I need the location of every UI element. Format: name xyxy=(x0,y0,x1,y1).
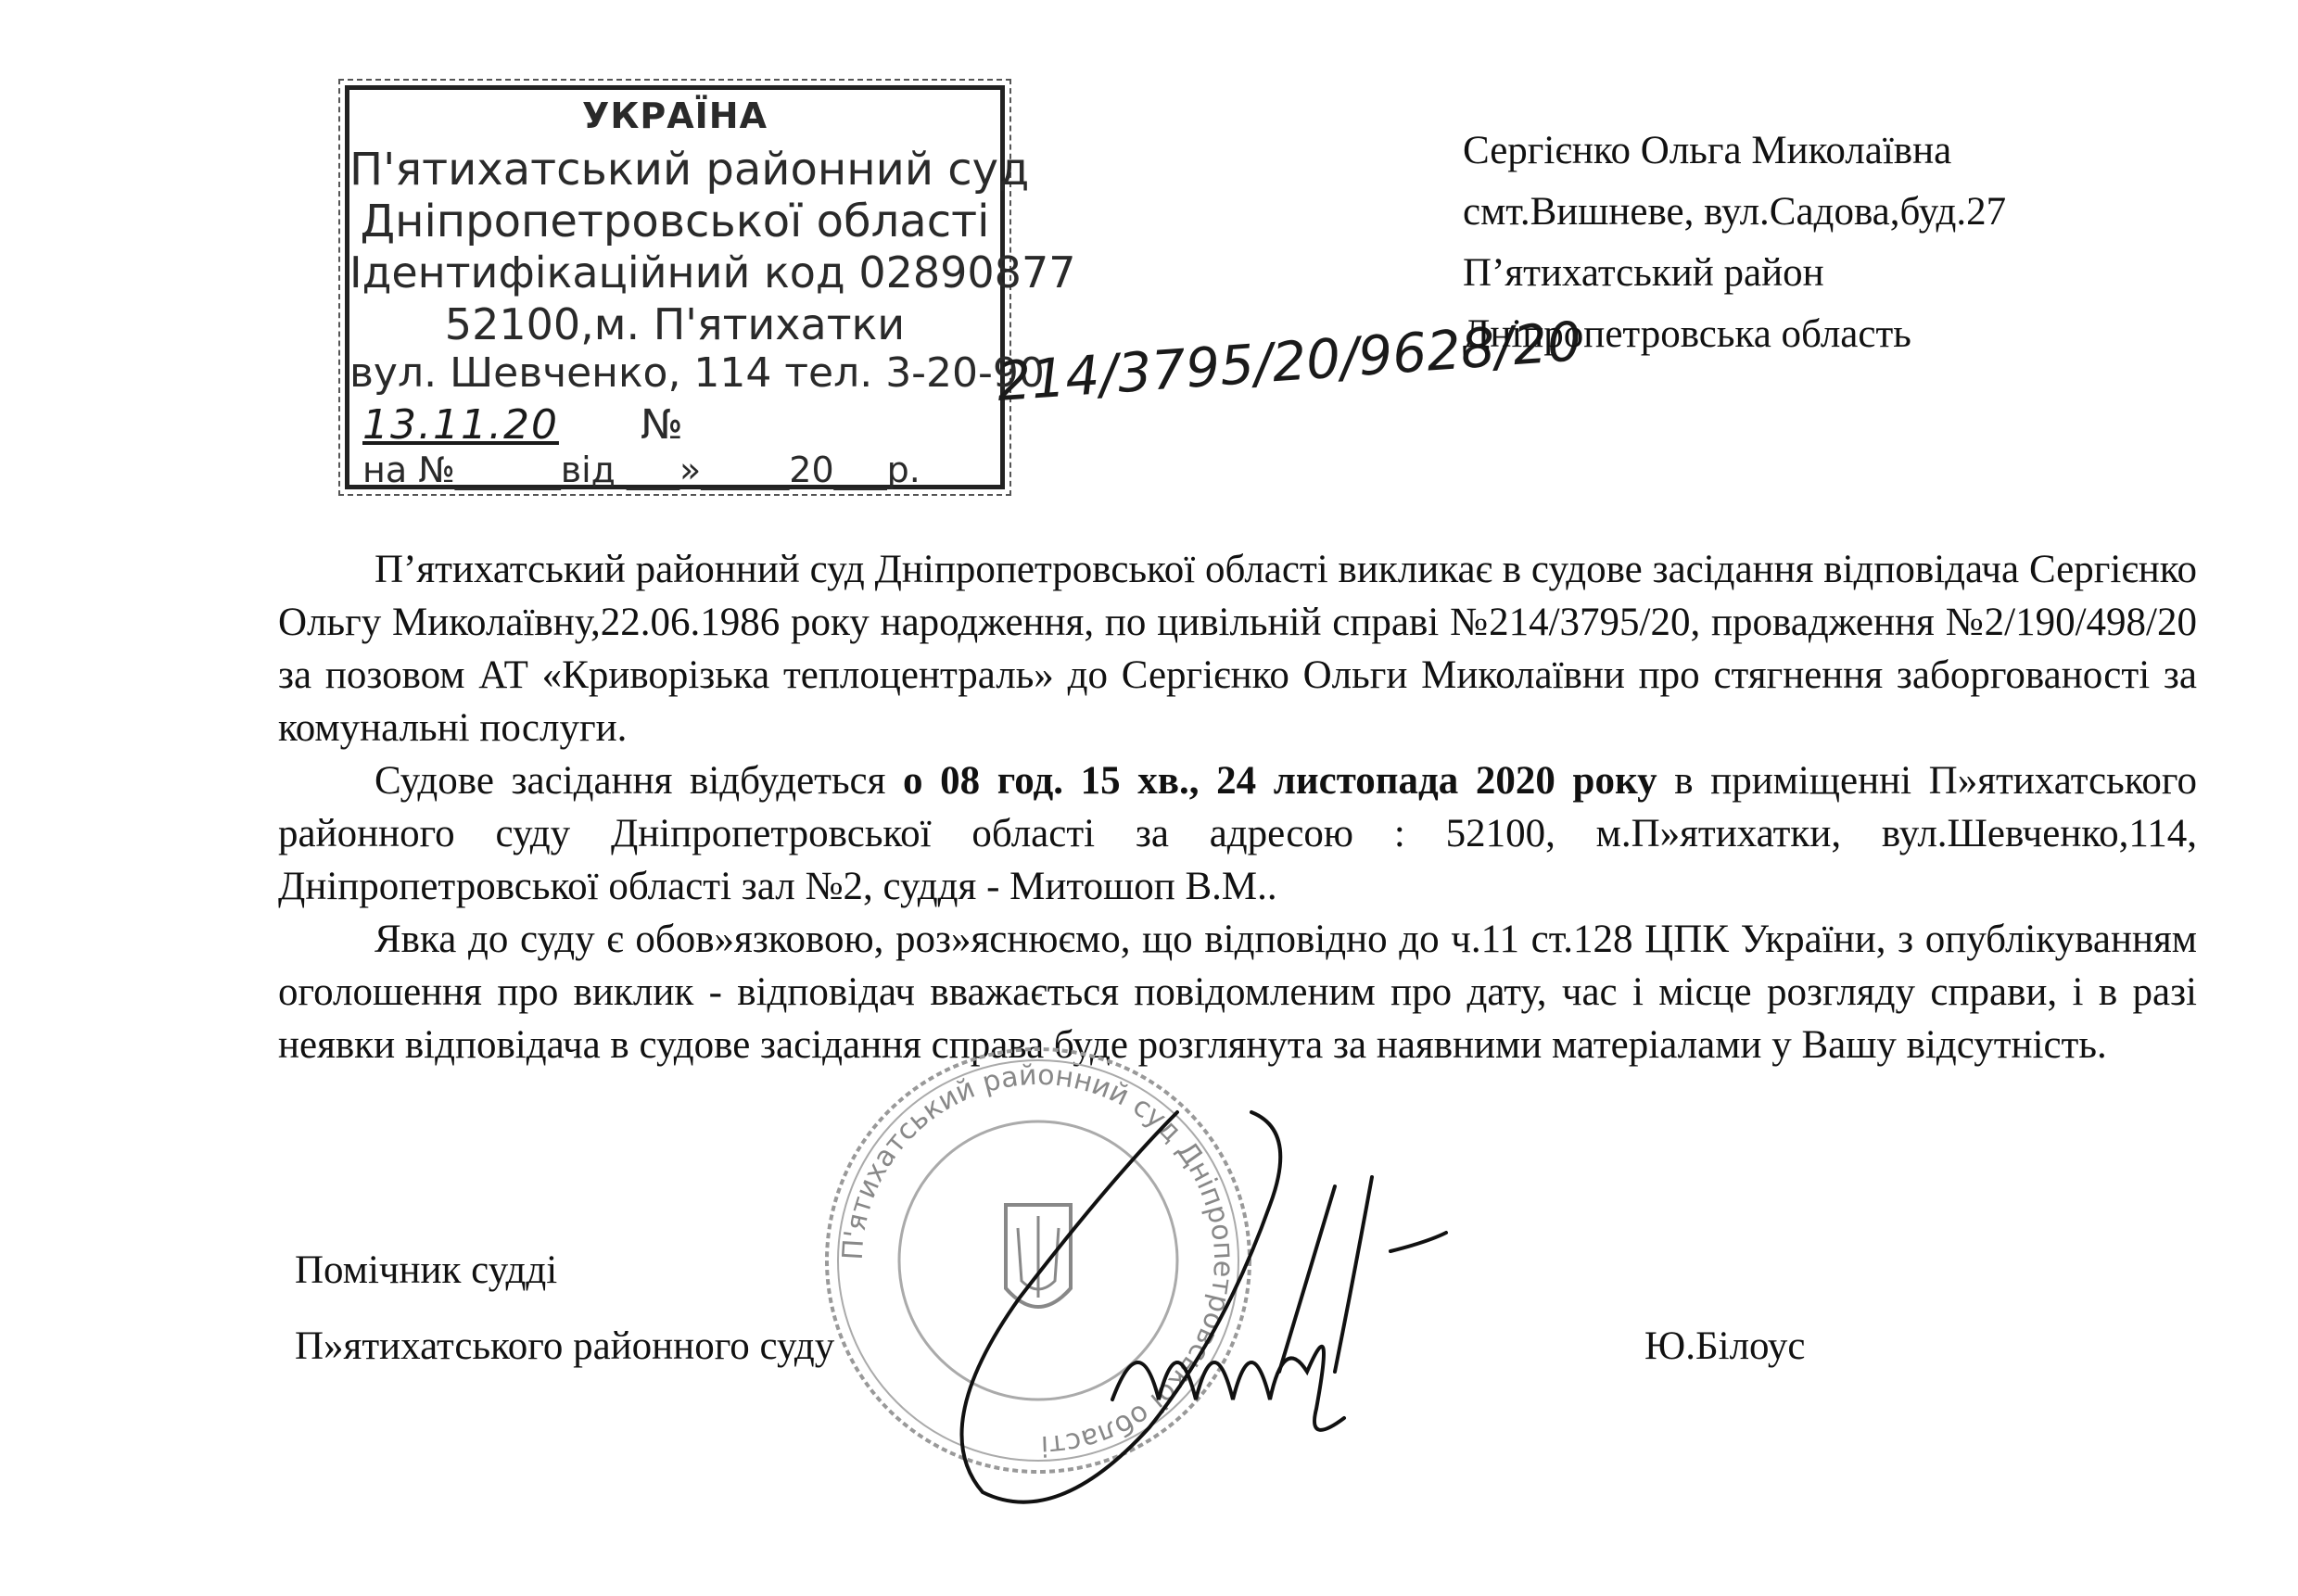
p2-start: Судове засідання відбудеться xyxy=(375,759,904,803)
addressee-region: Дніпропетровська область xyxy=(1463,312,1911,356)
stamp-country: УКРАЇНА xyxy=(582,95,768,136)
body-paragraph-3: Явка до суду є обов»язковою, роз»яснюємо, що відповідно до ч.11 ст.128 ЦПК України, з опублікуванням оголошення про виклик - відповідач вважається повідомленим про дату, час і місце розгляду справи, і в разі неявки відповідача в судове засідання справа буде розглянута за наявними матеріалами у Вашу відсутність. xyxy=(278,918,2197,1067)
handwritten-outgoing-number: 214/3795/20/9628/20 xyxy=(995,310,1584,413)
addressee-name: Сергієнко Ольга Миколаївна xyxy=(1463,129,1952,172)
summons-body xyxy=(278,543,2197,1071)
body-paragraph-1: П’ятихатський районний суд Дніпропетровської області викликає в судове засідання відповідача Сергієнко Ольгу Миколаївну,22.06.1986 року народження, по цивільній справі №214/3795/20, провадження №2/190/498/20 за позовом АТ «Криворізька теплоцентраль» до Сергієнко Ольги Миколаївни про стягнення заборгованості за комунальні послуги. xyxy=(278,548,2197,750)
addressee-address: смт.Вишневе, вул.Садова,буд.27 xyxy=(1463,190,2007,234)
p2-end: в приміщенні П»ятихатського районного суду Дніпропетровської області за адресою : 52100, м.П»ятихатки, вул.Шевченко,114, Дніпропетровської області зал №2, суддя - Митошоп В.М.. xyxy=(278,759,2197,908)
hearing-datetime: о 08 год. 15 хв., 24 листопада 2020 року xyxy=(903,759,1657,803)
addressee-district: П’ятихатський район xyxy=(1463,251,1824,295)
stamp-region: Дніпропетровської області xyxy=(360,196,990,247)
stamp-id-code: Ідентифікаційний код 02890877 xyxy=(349,247,1076,298)
signatory-court: П»ятихатського районного суду xyxy=(295,1324,835,1368)
stamp-outgoing-date: 13.11.20 xyxy=(362,401,559,449)
handwritten-signature-icon xyxy=(871,1094,1539,1539)
stamp-address-phone: вул. Шевченко, 114 тел. 3-20-90 xyxy=(349,349,1045,397)
stamp-reference-line: на №______від ___»_____20___р. xyxy=(362,450,920,490)
signatory-name: Ю.Білоус xyxy=(1644,1324,1806,1368)
outgoing-stamp xyxy=(345,85,1076,490)
addressee-block xyxy=(1463,120,2260,365)
body-paragraph-2 xyxy=(278,754,2197,913)
stamp-outgoing-line xyxy=(349,401,1013,449)
stamp-outgoing-prefix: № xyxy=(640,401,683,449)
stamp-court-name: П'ятихатський районний суд xyxy=(349,144,1030,196)
stamp-city: 52100,м. П'ятихатки xyxy=(444,299,906,349)
signatory-title: Помічник судді xyxy=(295,1248,558,1292)
seal-text: П'ятихатський районний суд Дніпропетровської області xyxy=(836,1058,1240,1463)
